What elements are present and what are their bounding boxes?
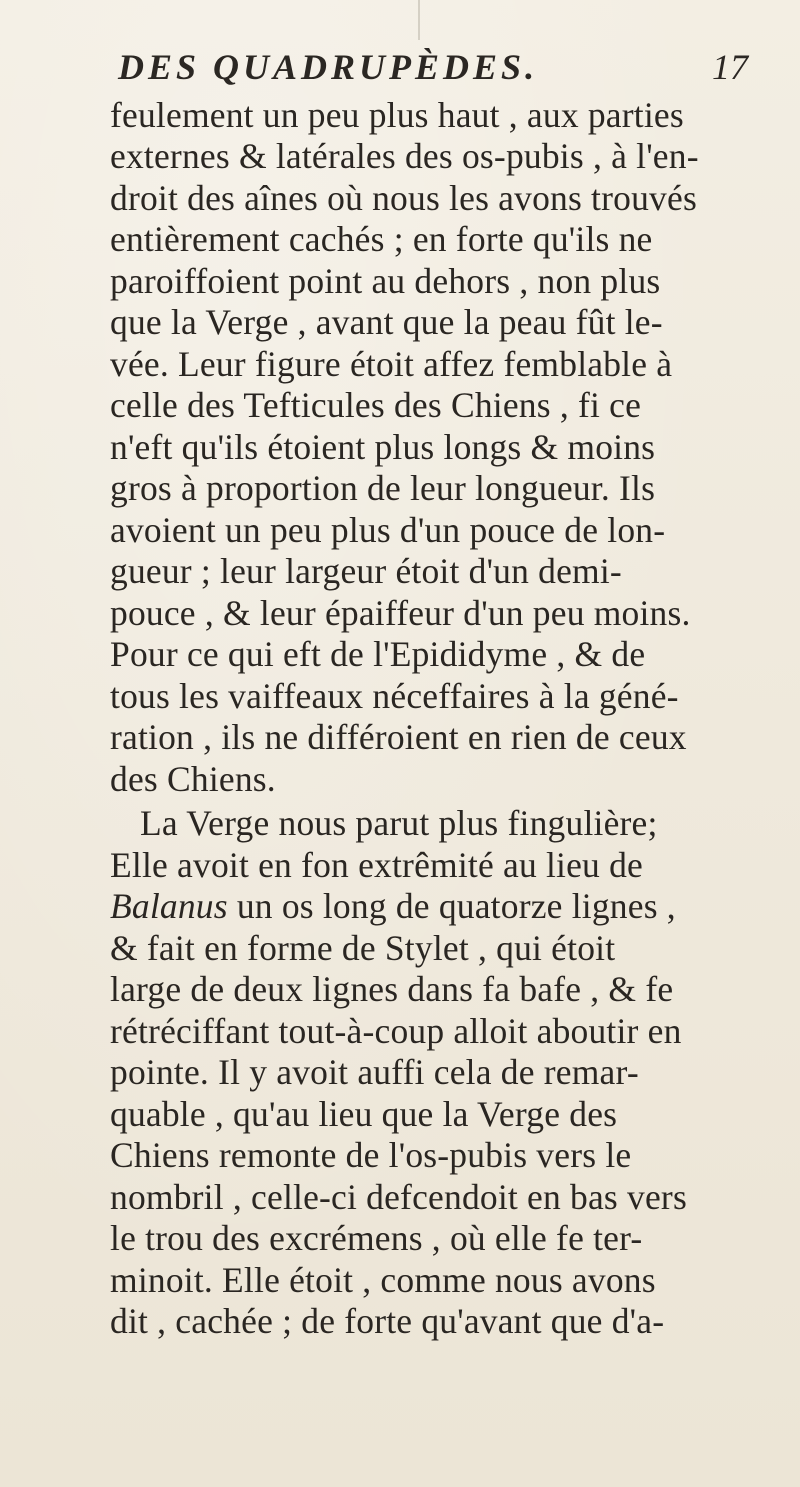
text-line: paroiffoient point au dehors , non plus [110, 261, 661, 301]
running-head: DES QUADRUPÈDES. [118, 47, 539, 87]
text-line: que la Verge , avant que la peau fût le- [110, 302, 663, 342]
italic-term: Balanus [110, 886, 228, 926]
text-line: Pour ce qui eft de l'Epididyme , & de [110, 634, 646, 674]
text-line: & fait en forme de Stylet , qui étoit [110, 928, 616, 968]
text-line: feulement un peu plus haut , aux parties [110, 95, 684, 135]
page-header [118, 38, 748, 96]
text-line: vée. Leur figure étoit affez femblable à [110, 344, 673, 384]
text-line: tous les vaiffeaux néceffaires à la géné- [110, 676, 679, 716]
page-number: 17 [712, 47, 748, 87]
text-line: droit des aînes où nous les avons trouvés [110, 178, 697, 218]
text-line: Elle avoit en fon extrêmité au lieu de [110, 845, 643, 885]
text-line: externes & latérales des os-pubis , à l'en- [110, 136, 699, 176]
text-line [110, 887, 676, 926]
page-fold-mark [418, 0, 420, 40]
text-line: des Chiens. [110, 759, 276, 799]
text-line: nombril , celle-ci defcendoit en bas vers [110, 1177, 687, 1217]
text-line: minoit. Elle étoit , comme nous avons [110, 1260, 656, 1300]
body-text [110, 96, 762, 1476]
text-line: Chiens remonte de l'os-pubis vers le [110, 1135, 632, 1175]
text-line: pointe. Il y avoit auffi cela de remar- [110, 1052, 639, 1092]
text-line: dit , cachée ; de forte qu'avant que d'a- [110, 1301, 665, 1341]
paragraph-first-line: La Verge nous parut plus fingulière; [140, 803, 658, 843]
text-line: entièrement cachés ; en forte qu'ils ne [110, 219, 653, 259]
text-line: gros à proportion de leur longueur. Ils [110, 468, 656, 508]
text-line: pouce , & leur épaiffeur d'un peu moins. [110, 593, 691, 633]
text-line: le trou des excrémens , où elle fe ter- [110, 1218, 643, 1258]
text-line: large de deux lignes dans fa bafe , & fe [110, 969, 674, 1009]
text-line-rest: un os long de quatorze lignes , [227, 886, 676, 926]
text-line: gueur ; leur largeur étoit d'un demi- [110, 551, 622, 591]
text-line: rétréciffant tout-à-coup alloit aboutir en [110, 1011, 682, 1051]
text-line: quable , qu'au lieu que la Verge des [110, 1094, 618, 1134]
text-line: ration , ils ne différoient en rien de ceux [110, 717, 687, 757]
text-line: celle des Tefticules des Chiens , fi ce [110, 385, 642, 425]
text-line: avoient un peu plus d'un pouce de lon- [110, 510, 666, 550]
text-line: n'eft qu'ils étoient plus longs & moins [110, 427, 656, 467]
